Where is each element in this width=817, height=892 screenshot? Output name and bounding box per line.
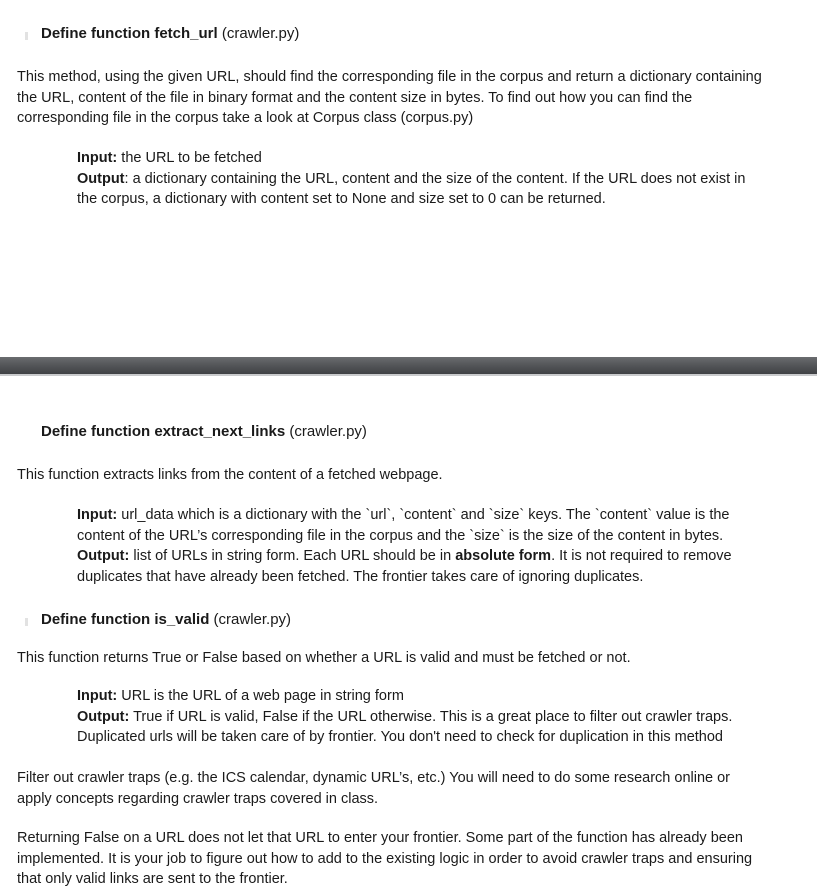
crawler-traps-paragraph xyxy=(17,768,807,809)
description-line: the URL, content of the file in binary format and the content size in bytes. To find out how you can find the xyxy=(17,89,693,106)
output-text: : a dictionary containing the URL, content and the size of the content. If the URL does not exist in xyxy=(124,170,746,187)
output-label: Output: xyxy=(77,548,130,564)
section-heading xyxy=(41,422,367,442)
output-text: Duplicated urls will be taken care of by frontier. You don't need to check for duplication in this method xyxy=(77,729,723,745)
output-text: list of URLs in string form. Each URL should be in xyxy=(129,548,456,564)
paragraph-line: that only valid links are sent to the frontier. xyxy=(17,871,288,887)
section-divider xyxy=(0,357,817,374)
section-divider-shadow xyxy=(0,374,817,376)
function-name: Define function is_valid xyxy=(41,611,210,628)
paragraph-line: implemented. It is your job to figure out how to add to the existing logic in order to avoid crawler traps and ensuring xyxy=(17,850,753,867)
returning-false-paragraph xyxy=(17,828,807,890)
function-name: Define function fetch_url xyxy=(41,25,218,42)
input-label: Input: xyxy=(77,150,118,166)
input-label: Input: xyxy=(77,507,118,523)
io-block xyxy=(77,686,802,748)
input-text: URL is the URL of a web page in string form xyxy=(117,688,404,704)
description-line: This method, using the given URL, should find the corresponding file in the corpus and return a dictionary containing xyxy=(17,69,762,85)
function-file: (crawler.py) xyxy=(285,423,367,440)
input-text: content of the URL’s corresponding file in the corpus and the `size` is the size of the content in bytes. xyxy=(77,527,724,544)
input-text: url_data which is a dictionary with the `url`, `content` and `size` keys. The `content` value is the xyxy=(117,507,730,523)
description-paragraph xyxy=(17,67,807,129)
io-block xyxy=(77,148,802,210)
output-label: Output: xyxy=(77,708,130,725)
output-text: True if URL is valid, False if the URL otherwise. This is a great place to filter out crawler traps. xyxy=(129,708,733,725)
paragraph-line: Returning False on a URL does not let that URL to enter your frontier. Some part of the function has already been xyxy=(17,830,743,846)
description-line: corresponding file in the corpus take a look at Corpus class (corpus.py) xyxy=(17,110,474,126)
section-heading xyxy=(41,610,291,630)
paragraph-line: apply concepts regarding crawler traps covered in class. xyxy=(17,790,379,807)
output-emphasis: absolute form xyxy=(455,548,552,564)
description-paragraph xyxy=(17,648,807,669)
function-file: (crawler.py) xyxy=(209,611,292,628)
function-name: Define function extract_next_links xyxy=(41,423,286,440)
output-label: Output xyxy=(77,170,125,187)
io-block xyxy=(77,505,802,587)
function-file: (crawler.py) xyxy=(217,25,300,42)
output-text: the corpus, a dictionary with content set to None and size set to 0 can be returned. xyxy=(77,191,606,207)
output-text: . It is not required to remove xyxy=(551,548,732,564)
bullet-mark xyxy=(25,32,28,40)
section-heading xyxy=(41,24,299,44)
paragraph-line: Filter out crawler traps (e.g. the ICS calendar, dynamic URL’s, etc.) You will need to do some research online or xyxy=(17,770,730,786)
description-paragraph xyxy=(17,465,807,486)
description-line: This function returns True or False based on whether a URL is valid and must be fetched or not. xyxy=(17,650,631,666)
description-line: This function extracts links from the content of a fetched webpage. xyxy=(17,467,443,483)
bullet-mark xyxy=(25,618,28,626)
input-label: Input: xyxy=(77,688,118,704)
input-text: the URL to be fetched xyxy=(117,150,262,166)
output-text: duplicates that have already been fetched. The frontier takes care of ignoring duplicates. xyxy=(77,568,644,585)
